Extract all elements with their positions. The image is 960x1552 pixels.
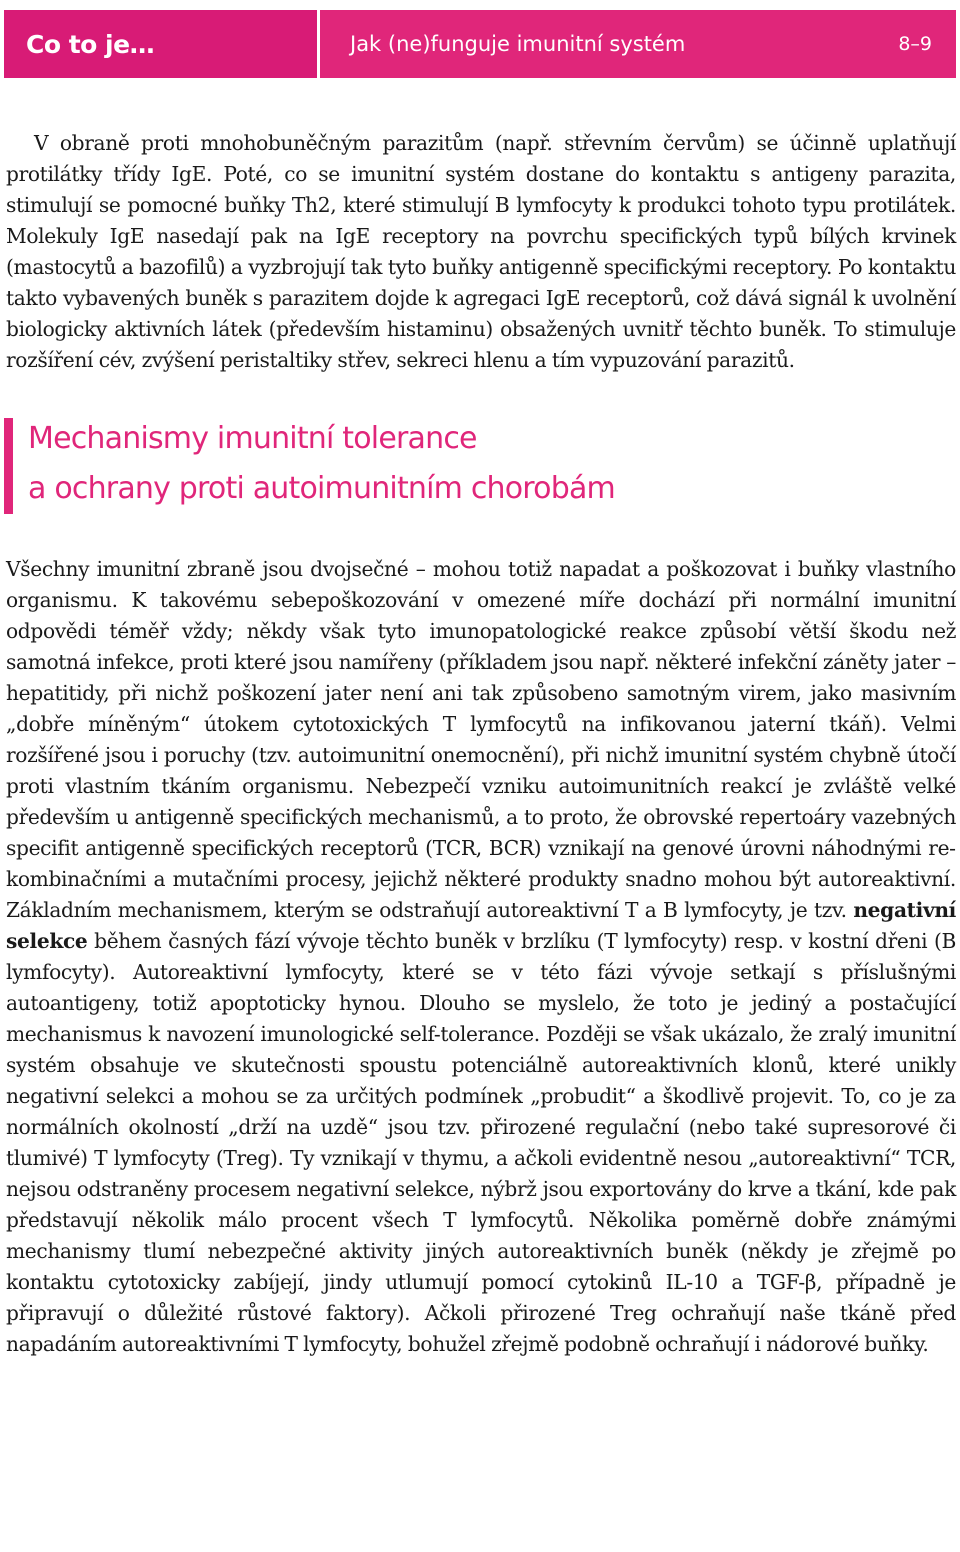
heading-line-2: a ochrany proti autoimunitním chorobám [28, 471, 615, 506]
paragraph-tolerance-part-1: Všechny imunitní zbraně jsou dvojsečné – mohou totiž napadat a poškozovat i buňky vlastního organismu. K takovému sebepoškozování v omezené míře dochází při normální imunitní odpovědi téměř vždy; někdy však tyto imunopatologické reakce způsobí větší škodu než samotná infekce, proti které jsou namířeny (příkladem jsou např. některé infekční záněty jater – hepatitidy, při nichž poškození jater není ani tak způsobeno samotným virem, jako masivním „dobře míněným“ útokem cytotoxických T lymfocytů na infikovanou jaterní tkáň). Velmi rozšířené jsou i poruchy (tzv. autoimunitní onemocnění), při nichž imunitní systém chybně útočí proti vlastním tkáním organismu. Nebezpečí vzniku autoimunitních reakcí je zvláště velké především u antigenně specifických mechanismů, a to proto, že obrovské repertoáry vazebných specifit antigenně specifických receptorů (TCR, BCR) vznikají na genové úrovni náhodnými rekombinačními a mutačními procesy, jejichž některé produkty snadno mohou být autoreaktivní. Základním mechanismem, kterým se odstraňují autoreaktivní T a B lymfocyty, je tzv. [6, 557, 956, 922]
paragraph-ige-parasites: V obraně proti mnohobuněčným parazitům (např. střevním červům) se účinně uplatňují protilátky třídy IgE. Poté, co se imunitní systém dostane do kontaktu s antigeny parazita, stimulují se pomocné buňky Th2, které stimulují B lymfocyty k produkci tohoto typu protilátek. Molekuly IgE nasedají pak na IgE receptory na povrchu specifických typů bílých krvinek (mastocytů a bazofilů) a vyzbrojují tak tyto buňky antigenně specifickými receptory. Po kontaktu takto vybavených buněk s parazitem dojde k agregaci IgE receptorů, což dává signál k uvolnění biologicky aktivních látek (především histaminu) obsažených uvnitř těchto buněk. To stimuluje rozšíření cév, zvýšení peristaltiky střev, sekreci hlenu a tím vypuzování parazitů. [6, 131, 956, 372]
heading-accent-bar [4, 418, 13, 514]
bold-term-negative-selection: negativní selekce [6, 898, 956, 953]
heading-line-1: Mechanismy imunitní tolerance [28, 421, 477, 456]
page-header [4, 10, 956, 78]
page-numbers: 8–9 [898, 33, 932, 55]
chapter-title: Co to je… [26, 29, 155, 59]
paragraph-tolerance-part-2: během časných fází vývoje těchto buněk v brzlíku (T lymfocyty) resp. v kostní dřeni (B lymfocyty). Autoreaktivní lymfocyty, které se v této fázi vývoje setkají s příslušnými autoantigeny, totiž apoptoticky hynou. Dlouho se myslelo, že toto je jediný a postačující mechanismus k navození imunologické self-tolerance. Později se však ukázalo, že zralý imunitní systém obsahuje ve skutečnosti spoustu potenciálně autoreaktivních klonů, které unikly negativní selekci a mohou se za určitých podmínek „probudit“ a škodlivě projevit. To, co je za normálních okolností „drží na uzdě“ jsou tzv. přirozené regulační (nebo také supresorové či tlumivé) T lymfocyty (Treg). Ty vznikají v thymu, a ačkoli evidentně nesou „autoreaktivní“ TCR, nejsou odstraněny procesem negativní selekce, nýbrž jsou exportovány do krve a tkání, kde pak představují několik málo procent všech T lymfocytů. Několika poměrně dobře známými mechanismy tlumí nebezpečné aktivity jiných autoreaktivních buněk (někdy je zřejmě po kontaktu cytotoxicky zabíjejí, jindy utlumují pomocí cytokinů IL-10 a TGF-β, případně je připravují o důležité růstové faktory). Ačkoli přirozené Treg ochraňují naše tkáně před napadáním autoreaktivními T lymfocyty, bohužel zřejmě podobně ochraňují i nádorové buňky. [6, 929, 956, 1356]
paragraph-tolerance [6, 554, 956, 1360]
chapter-tab [4, 10, 320, 78]
section-title: Jak (ne)funguje imunitní systém [350, 32, 686, 56]
section-bar [320, 10, 956, 78]
section-heading [6, 414, 956, 514]
main-content [6, 128, 956, 1360]
